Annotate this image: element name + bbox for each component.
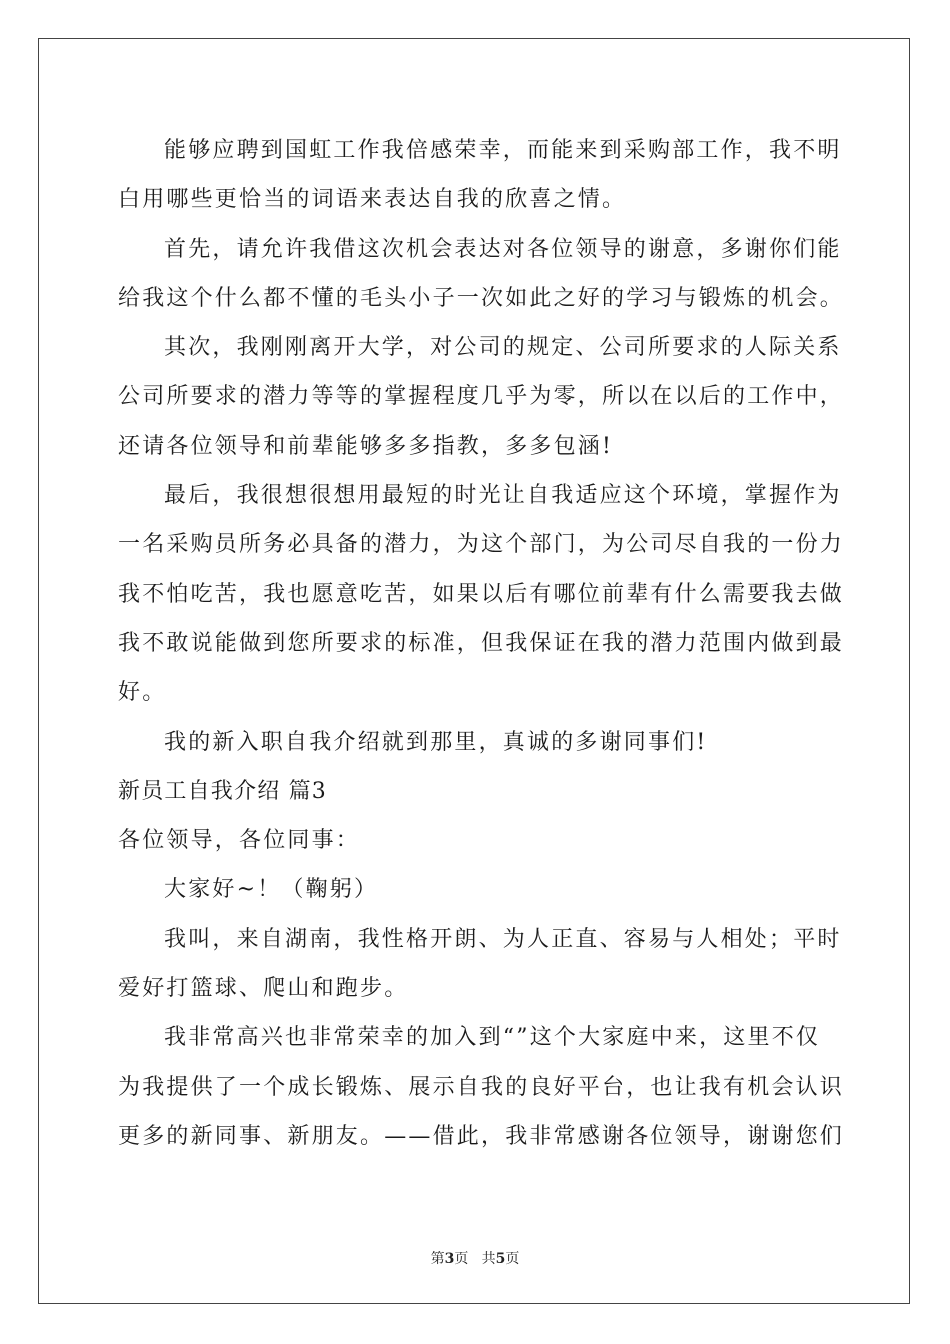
text-line: 一名采购员所务必具备的潜力，为这个部门，为公司尽自我的一份力 bbox=[118, 532, 845, 558]
footer-prefix: 第 bbox=[430, 1251, 445, 1267]
page-footer bbox=[0, 1248, 950, 1268]
salutation: 各位领导，各位同事： bbox=[118, 828, 361, 854]
text-line: 我不敢说能做到您所要求的标准，但我保证在我的潜力范围内做到最 bbox=[118, 630, 845, 656]
text-line: 其次，我刚刚离开大学，对公司的规定、公司所要求的人际关系 bbox=[164, 335, 842, 361]
document-body bbox=[118, 126, 845, 1161]
current-page-number: 3 bbox=[444, 1251, 455, 1267]
footer-total-suffix: 页 bbox=[505, 1251, 520, 1267]
text-line: 为我提供了一个成长锻炼、展示自我的良好平台，也让我有机会认识 bbox=[118, 1074, 845, 1100]
text-line: 爱好打篮球、爬山和跑步。 bbox=[118, 976, 409, 1002]
section-heading: 新员工自我介绍 篇3 bbox=[118, 778, 327, 804]
text-line: 我不怕吃苦，我也愿意吃苦，如果以后有哪位前辈有什么需要我去做 bbox=[118, 581, 845, 607]
text-line: 更多的新同事、新朋友。——借此，我非常感谢各位领导，谢谢您们 bbox=[118, 1123, 845, 1149]
text-line: 还请各位领导和前辈能够多多指教，多多包涵! bbox=[118, 433, 614, 459]
text-line: 首先，请允许我借这次机会表达对各位领导的谢意，多谢你们能 bbox=[164, 236, 842, 262]
text-line: 给我这个什么都不懂的毛头小子一次如此之好的学习与锻炼的机会。 bbox=[118, 285, 845, 311]
text-line: 我叫，来自湖南，我性格开朗、为人正直、容易与人相处；平时 bbox=[164, 926, 842, 952]
text-line: 公司所要求的潜力等等的掌握程度几乎为零，所以在以后的工作中， bbox=[118, 384, 845, 410]
footer-page-word: 页 bbox=[454, 1251, 469, 1267]
text-line: 最后，我很想很想用最短的时光让自我适应这个环境，掌握作为 bbox=[164, 483, 842, 509]
text-line: 白用哪些更恰当的词语来表达自我的欣喜之情。 bbox=[118, 187, 627, 213]
total-pages-number: 5 bbox=[495, 1251, 506, 1267]
text-line: 我非常高兴也非常荣幸的加入到“”这个大家庭中来，这里不仅 bbox=[164, 1025, 821, 1051]
text-line: 我的新入职自我介绍就到那里，真诚的多谢同事们! bbox=[164, 729, 708, 755]
greeting: 大家好~！（鞠躬） bbox=[164, 877, 379, 903]
text-line: 好。 bbox=[118, 680, 167, 706]
text-line: 能够应聘到国虹工作我倍感荣幸，而能来到采购部工作，我不明 bbox=[164, 138, 842, 163]
footer-total-prefix: 共 bbox=[481, 1251, 496, 1267]
